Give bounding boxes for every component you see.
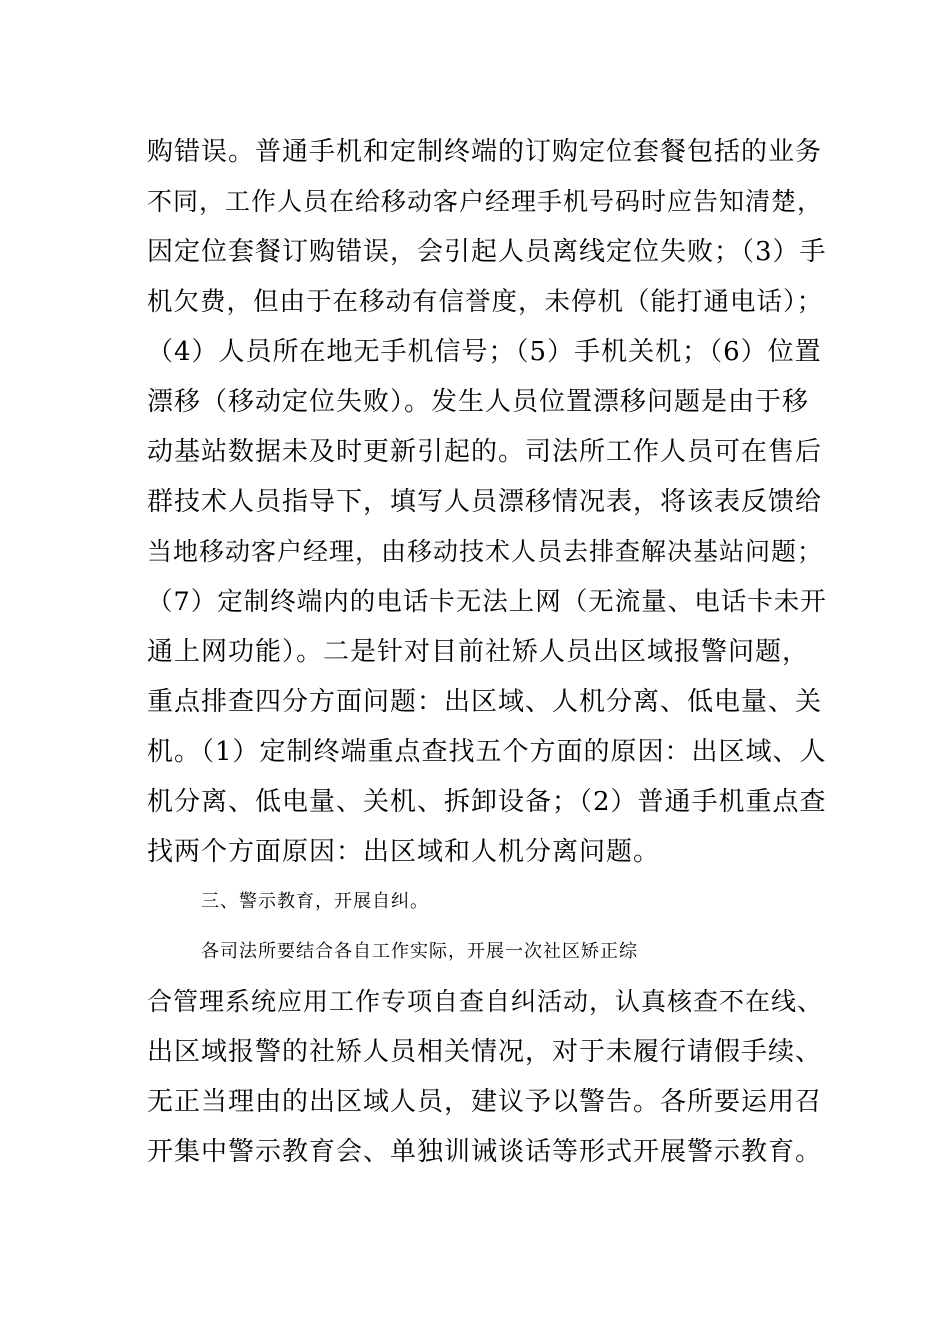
paragraph-1-line-6: 漂移（移动定位失败）。发生人员位置漂移问题是由于移 — [147, 387, 810, 417]
paragraph-2-line-2: 合管理系统应用工作专项自查自纠活动，认真核查不在线、 — [147, 987, 824, 1016]
paragraph-1-line-2: 不同，工作人员在给移动客户经理手机号码时应告知清楚， — [147, 187, 824, 216]
paragraph-1-line-13: 机。（1）定制终端重点查找五个方面的原因：出区域、人 — [147, 737, 827, 767]
paragraph-1-line-10: （7）定制终端内的电话卡无法上网（无流量、电话卡未开 — [147, 587, 827, 617]
paragraph-1-line-14: 机分离、低电量、关机、拆卸设备；（2）普通手机重点查 — [147, 787, 827, 817]
paragraph-2-line-4: 无正当理由的出区域人员，建议予以警告。各所要运用召 — [147, 1087, 823, 1117]
paragraph-2-line-3: 出区域报警的社矫人员相关情况，对于未履行请假手续、 — [147, 1037, 823, 1067]
paragraph-1-line-5: （4）人员所在地无手机信号；（5）手机关机；（6）位置 — [147, 337, 822, 367]
paragraph-1-line-12: 重点排查四分方面问题：出区域、人机分离、低电量、关 — [147, 687, 823, 717]
paragraph-1-line-4: 机欠费，但由于在移动有信誉度，未停机（能打通电话）； — [147, 287, 824, 317]
paragraph-2-line-1: 各司法所要结合各自工作实际，开展一次社区矫正综 — [201, 941, 638, 962]
paragraph-1-line-15: 找两个方面原因：出区域和人机分离问题。 — [147, 837, 661, 867]
paragraph-1-line-8: 群技术人员指导下，填写人员漂移情况表，将该表反馈给 — [147, 487, 823, 517]
paragraph-1-line-11: 通上网功能）。二是针对目前社矫人员出区域报警问题， — [147, 637, 810, 667]
section-heading-3: 三、警示教育，开展自纠。 — [201, 891, 429, 912]
paragraph-2-line-5: 开集中警示教育会、单独训诫谈话等形式开展警示教育。 — [147, 1137, 823, 1167]
paragraph-1-line-9: 当地移动客户经理，由移动技术人员去排查解决基站问题； — [147, 537, 824, 566]
paragraph-1-line-7: 动基站数据未及时更新引起的。司法所工作人员可在售后 — [147, 437, 823, 467]
paragraph-1-line-3: 因定位套餐订购错误，会引起人员离线定位失败；（3）手 — [147, 237, 827, 267]
paragraph-1-line-1: 购错误。普通手机和定制终端的订购定位套餐包括的业务 — [147, 137, 823, 167]
